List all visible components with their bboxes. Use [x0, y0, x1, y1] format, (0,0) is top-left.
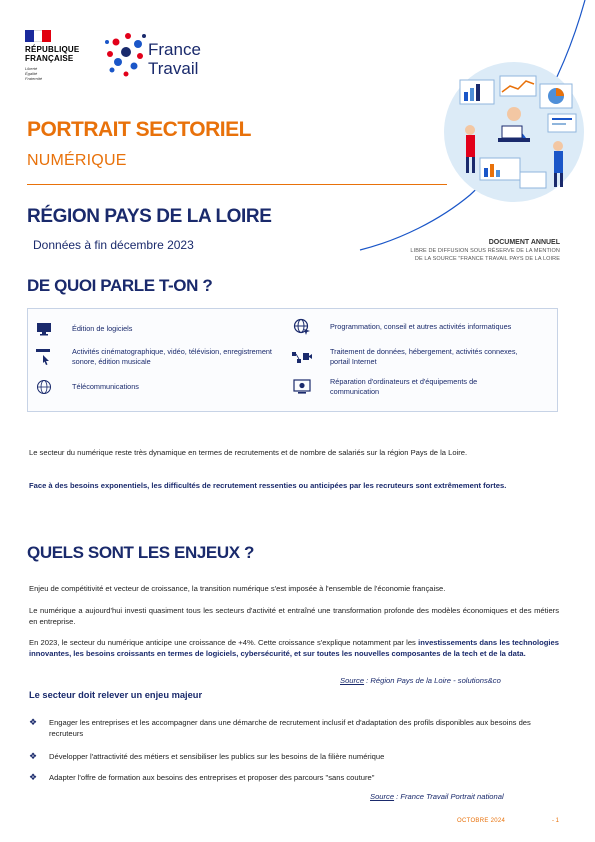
document-license-line1: LIBRE DE DIFFUSION SOUS RÉSERVE DE LA MENTION [410, 248, 560, 254]
challenge-bullet [29, 772, 559, 783]
rf-line-1: RÉPUBLIQUE [25, 45, 80, 54]
ft-name-line1: France [148, 40, 201, 59]
footer-date: OCTOBRE 2024 [457, 818, 506, 824]
activity-item [34, 377, 284, 397]
challenges-paragraph-3-text: En 2023, le secteur du numérique anticipe une croissance de +4%. Cette croissance s'explique notamment par les [29, 638, 419, 647]
rf-line-2: FRANÇAISE [25, 54, 74, 63]
challenges-paragraph-3-bold: investissements dans les technologies innovantes, les besoins croissants en termes de logiciels, cybersécurité, et sur toutes les nouvelles composantes de la tech et de la data. [29, 638, 559, 658]
activity-item [34, 319, 284, 339]
source-2-label: Source [370, 792, 395, 801]
section-title-challenges: QUELS SONT LES ENJEUX ? [27, 543, 254, 562]
activity-item [292, 317, 542, 337]
document-license-line2: DE LA SOURCE "FRANCE TRAVAIL PAYS DE LA LOIRE [414, 256, 560, 262]
intro-paragraph: Le secteur du numérique reste très dynamique en termes de recrutements et de nombre de salariés sur la région Pays de la Loire. [29, 448, 468, 457]
activity-item [292, 377, 542, 397]
screen-cursor-icon [34, 347, 54, 367]
globe-icon [34, 377, 54, 397]
activity-label: Édition de logiciels [72, 324, 133, 333]
data-date: Données à fin décembre 2023 [33, 238, 194, 252]
challenge-bullet [29, 717, 559, 739]
diamond-bullet-icon: ❖ [29, 772, 38, 782]
activities-box [27, 308, 558, 412]
diamond-bullet-icon: ❖ [29, 751, 38, 761]
activity-label: Activités cinématographique, vidéo, télévision, enregistrement sonore, édition musicale [72, 347, 272, 366]
challenge-bullet [29, 751, 559, 762]
activity-label: Traitement de données, hébergement, activités connexes, portail Internet [330, 347, 518, 366]
computer-screen-icon [34, 319, 54, 339]
activity-item [292, 347, 542, 367]
rf-motto-2: Égalité [25, 71, 38, 76]
activity-label: Réparation d'ordinateurs et d'équipements de communication [330, 377, 478, 396]
document-note [330, 238, 560, 263]
source-2 [370, 792, 504, 801]
ft-name-line2: Travail [148, 59, 199, 78]
portrait-title: PORTRAIT SECTORIEL [27, 118, 251, 141]
challenges-paragraph-2: Le numérique a aujourd'hui investi quasiment tous les secteurs d'activité et entraîné une transformation profonde des modèles économiques et des métiers en entreprise. [29, 606, 559, 626]
page-number: - 1 [552, 818, 560, 824]
sector-name: NUMÉRIQUE [27, 152, 127, 169]
activity-item [34, 347, 284, 367]
region-title: RÉGION PAYS DE LA LOIRE [27, 206, 272, 227]
rf-motto-3: Fraternité [25, 76, 43, 81]
republique-francaise-logo [25, 30, 95, 81]
challenge-bullet-text: Engager les entreprises et les accompagner dans une démarche de recrutement inclusif et d'adaptation des profils disponibles aux besoins des recruteurs [49, 718, 531, 738]
source-1 [340, 676, 501, 685]
diamond-bullet-icon: ❖ [29, 717, 38, 727]
section-title-definition: DE QUOI PARLE T-ON ? [27, 276, 213, 295]
activity-label: Télécommunications [72, 382, 139, 391]
digital-workers-illustration [440, 62, 588, 202]
challenges-paragraph-1: Enjeu de compétitivité et vecteur de croissance, la transition numérique s'est imposée à l'ensemble de l'économie française. [29, 584, 446, 593]
challenge-bullet-text: Développer l'attractivité des métiers et sensibiliser les publics sur les besoins de la filière numérique [49, 752, 385, 761]
france-travail-wordmark [148, 40, 201, 78]
monitor-gear-icon [292, 377, 312, 397]
challenge-heading: Le secteur doit relever un enjeu majeur [29, 690, 203, 700]
intro-bold-paragraph: Face à des besoins exponentiels, les difficultés de recrutement ressenties ou anticipées par les recruteurs sont extrêmement fortes. [29, 481, 507, 490]
network-video-icon [292, 347, 312, 367]
source-1-text: : Région Pays de la Loire - solutions&co [364, 676, 501, 685]
rf-motto-1: Liberté [25, 66, 38, 71]
challenges-paragraph-3 [29, 637, 559, 659]
globe-cursor-icon [292, 317, 312, 337]
source-2-text: : France Travail Portrait national [394, 792, 504, 801]
source-1-label: Source [340, 676, 365, 685]
activity-label: Programmation, conseil et autres activités informatiques [330, 322, 512, 331]
challenge-bullet-text: Adapter l'offre de formation aux besoins des entreprises et proposer des parcours "sans couture" [49, 773, 375, 782]
document-type: DOCUMENT ANNUEL [488, 239, 560, 246]
french-flag-icon [25, 30, 51, 42]
orange-divider [27, 184, 447, 185]
